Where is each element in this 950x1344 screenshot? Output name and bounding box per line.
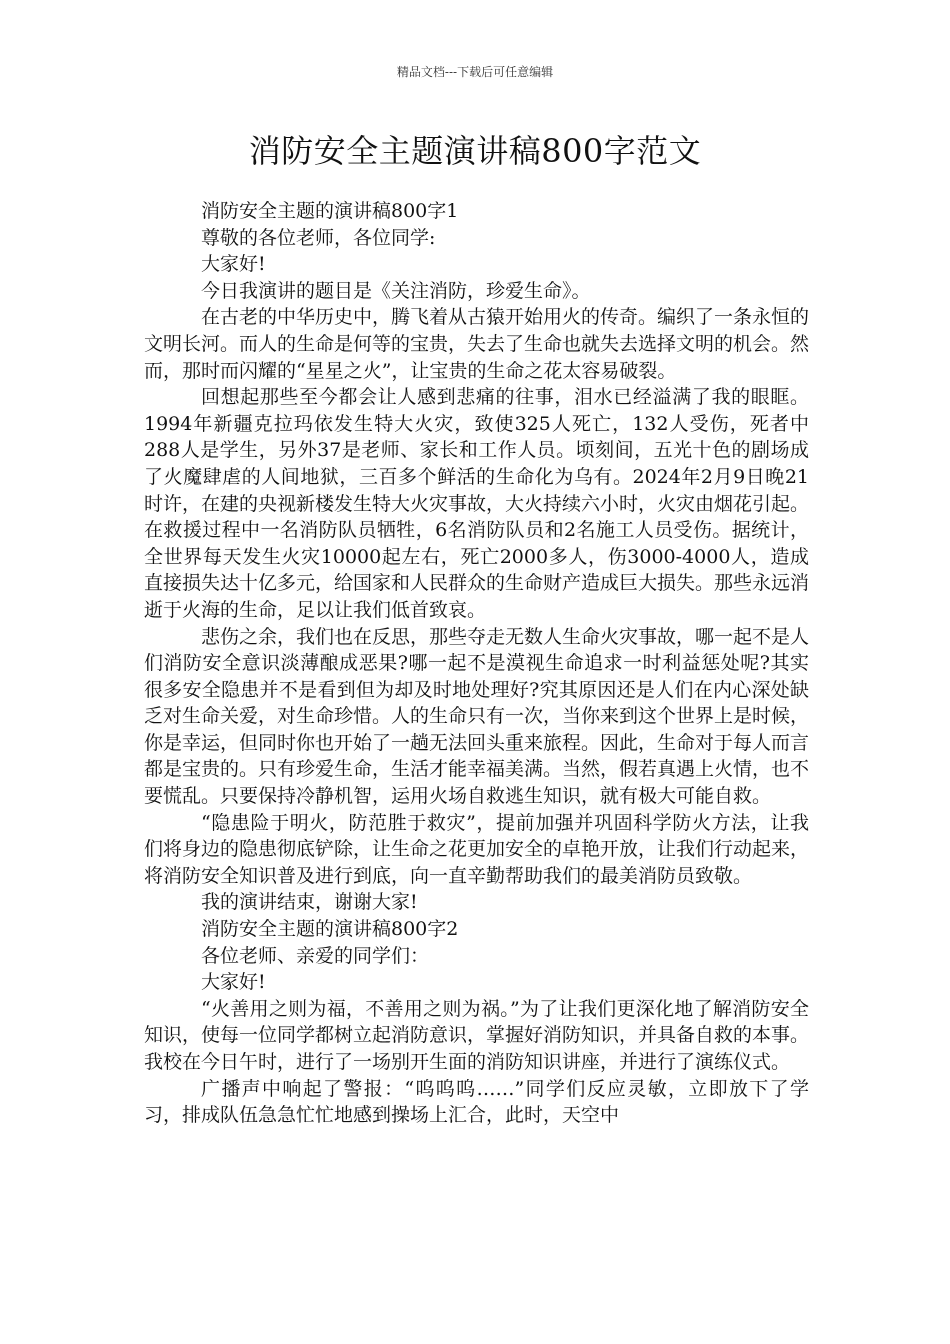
salutation-1: 尊敬的各位老师，各位同学: [201, 226, 436, 249]
paragraph: 悲伤之余，我们也在反思，那些夺走无数人生命火灾事故，哪一起不是人们消防安全意识淡薄酿成恶果?哪一起不是漠视生命追求一时利益惩处呢?其实很多安全隐患并不是看到但为却及时地处理好?究其原因还是人们在内心深处缺乏对生命关爱，对生命珍惜。人的生命只有一次，当你来到这个世界上是时候，你是幸运，但同时你也开始了一趟无法回头重来旅程。因此，生命对于每人而言都是宝贵的。只有珍爱生命，生活才能幸福美满。当然，假若真遇上火情，也不要慌乱。只要保持冷静机智，运用火场自救逃生知识，就有极大可能自救。 [144, 625, 810, 808]
document-body [144, 198, 809, 1129]
greeting-1: 大家好! [201, 253, 266, 276]
closing-line: 我的演讲结束，谢谢大家! [201, 891, 418, 914]
greeting-2: 大家好! [201, 971, 266, 994]
paragraph: 回想起那些至今都会让人感到悲痛的往事，泪水已经溢满了我的眼眶。1994年新疆克拉玛依发生特大火灾，致使325人死亡，132人受伤，死者中288人是学生，另外37是老师、家长和工作人员。顷刻间，五光十色的剧场成了火魔肆虐的人间地狱，三百多个鲜活的生命化为乌有。2024年2月9日晚21时许，在建的央视新楼发生特大火灾事故，大火持续六小时，火灾由烟花引起。在救援过程中一名消防队员牺牲，6名消防队员和2名施工人员受伤。据统计，全世界每天发生火灾10000起左右，死亡2000多人，伤3000-4000人，造成直接损失达十亿多元，给国家和人民群众的生命财产造成巨大损失。那些永远消逝于火海的生命，足以让我们低首致哀。 [144, 386, 810, 621]
paragraph: 广播声中响起了警报：“呜呜呜……”同学们反应灵敏，立即放下了学习，排成队伍急急忙忙地感到操场上汇合，此时，天空中 [144, 1077, 809, 1127]
speech-heading-2: 消防安全主题的演讲稿800字2 [201, 918, 459, 941]
paragraph: 在古老的中华历史中，腾飞着从古猿开始用火的传奇。编织了一条永恒的文明长河。而人的生命是何等的宝贵，失去了生命也就失去选择文明的机会。然而，那时而闪耀的“星星之火”，让宝贵的生命之花太容易破裂。 [144, 306, 810, 382]
paragraph: “隐患险于明火，防范胜于救灾”，提前加强并巩固科学防火方法，让我们将身边的隐患彻底铲除，让生命之花更加安全的卓艳开放，让我们行动起来，将消防安全知识普及进行到底，向一直辛勤帮助我们的最美消防员致敬。 [144, 811, 810, 887]
paragraph: “火善用之则为福，不善用之则为祸。”为了让我们更深化地了解消防安全知识，使每一位同学都树立起消防意识，掌握好消防知识，并具备自救的本事。我校在今日午时，进行了一场别开生面的消防知识讲座，并进行了演练仪式。 [144, 997, 810, 1073]
document-title: 消防安全主题演讲稿800字范文 [248, 132, 702, 170]
page-header-caption: 精品文档---下载后可任意编辑 [396, 65, 554, 79]
salutation-2: 各位老师、亲爱的同学们： [201, 944, 430, 967]
topic-line: 今日我演讲的题目是《关注消防，珍爱生命》。 [201, 279, 591, 302]
speech-heading-1: 消防安全主题的演讲稿800字1 [201, 200, 459, 222]
